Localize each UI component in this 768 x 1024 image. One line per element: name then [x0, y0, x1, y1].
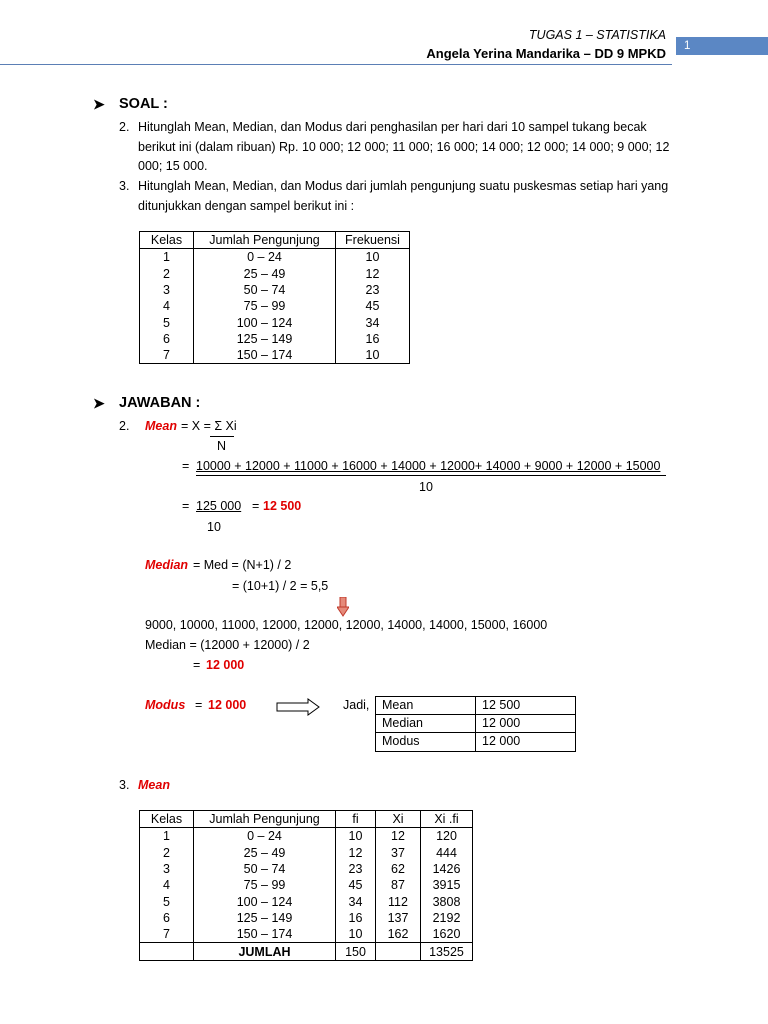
- table-cell: 7: [140, 347, 194, 364]
- table-header-cell: fi: [336, 811, 376, 828]
- document-title: TUGAS 1 – STATISTIKA: [528, 28, 666, 42]
- table-header-row: [140, 232, 410, 249]
- table-cell: 2: [140, 845, 194, 861]
- table-row: [140, 314, 410, 330]
- table-row: [140, 893, 473, 909]
- table-cell: 125 – 149: [194, 331, 336, 347]
- table-cell: 12 000: [476, 715, 576, 733]
- mean-formula-denominator: N: [217, 439, 227, 453]
- table-cell: 6: [140, 910, 194, 926]
- table-cell: 7: [140, 926, 194, 943]
- jawaban-heading: JAWABAN :: [119, 395, 201, 411]
- fraction-bar: [210, 436, 234, 437]
- soal-frequency-table: [139, 231, 410, 364]
- table-header-row: [140, 811, 473, 828]
- table-row: [140, 877, 473, 893]
- table-cell: 10: [336, 828, 376, 845]
- fraction-bar: [196, 475, 666, 476]
- table-cell: 3: [140, 861, 194, 877]
- table-cell: 50 – 74: [194, 282, 336, 298]
- table-row: [140, 347, 410, 364]
- q3-number: 3.: [119, 179, 130, 193]
- jadi-label: Jadi,: [343, 698, 370, 712]
- table-cell: 1: [140, 828, 194, 845]
- median-calc: Median = (12000 + 12000) / 2: [145, 638, 310, 652]
- a2-number: 2.: [119, 419, 130, 433]
- table-total-row: [140, 943, 473, 960]
- modus-label: Modus: [145, 698, 186, 712]
- table-cell: 3: [140, 282, 194, 298]
- table-row: [376, 697, 576, 715]
- table-cell: 12: [336, 845, 376, 861]
- modus-result: 12 000: [208, 698, 247, 712]
- table-cell: 125 – 149: [194, 910, 336, 926]
- table-cell: 12: [376, 828, 421, 845]
- table-row: [140, 249, 410, 266]
- table-header-cell: Jumlah Pengunjung: [194, 811, 336, 828]
- page-number: 1: [676, 37, 768, 55]
- table-cell: 10: [336, 249, 410, 266]
- table-header-cell: Jumlah Pengunjung: [194, 232, 336, 249]
- table-cell: 2192: [421, 910, 473, 926]
- bullet-arrow-icon: ➤: [93, 96, 105, 112]
- table-cell: 6: [140, 331, 194, 347]
- a3-number: 3.: [119, 778, 130, 792]
- median-label: Median: [145, 558, 189, 572]
- table-cell: 100 – 124: [194, 893, 336, 909]
- mean-sum: 10000 + 12000 + 11000 + 16000 + 14000 + 12000+ 14000 + 9000 + 12000 + 15000: [196, 459, 661, 473]
- down-arrow-icon: [337, 597, 349, 617]
- author-line: Angela Yerina Mandarika – DD 9 MPKD: [426, 46, 666, 61]
- table-cell: 75 – 99: [194, 877, 336, 893]
- table-cell: 10: [336, 347, 410, 364]
- table-cell: 12 000: [476, 733, 576, 751]
- equals-sign: =: [193, 658, 201, 672]
- table-header-cell: Kelas: [140, 811, 194, 828]
- table-cell: 50 – 74: [194, 861, 336, 877]
- table-row: [376, 733, 576, 751]
- mean-result-numerator: 125 000: [196, 499, 242, 513]
- table-cell: 444: [421, 845, 473, 861]
- median-step: = (10+1) / 2 = 5,5: [232, 579, 329, 593]
- equals-sign: =: [252, 499, 260, 513]
- table-cell: 4: [140, 298, 194, 314]
- q2-number: 2.: [119, 120, 130, 134]
- table-cell: 0 – 24: [194, 249, 336, 266]
- right-arrow-icon: [276, 698, 320, 716]
- sorted-values: 9000, 10000, 11000, 12000, 12000, 12000, 14000, 14000, 15000, 16000: [145, 618, 548, 632]
- table-cell: 0 – 24: [194, 828, 336, 845]
- table-row: [140, 828, 473, 845]
- equals-sign: =: [195, 698, 203, 712]
- table-header-cell: Frekuensi: [336, 232, 410, 249]
- table-row: [376, 715, 576, 733]
- table-row: [140, 845, 473, 861]
- table-cell: 45: [336, 298, 410, 314]
- table-cell: Mean: [376, 697, 476, 715]
- table-cell: 150 – 174: [194, 347, 336, 364]
- table-row: [140, 910, 473, 926]
- table-cell: 162: [376, 926, 421, 943]
- q3-text: Hitunglah Mean, Median, dan Modus dari jumlah pengunjung suatu puskesmas setiap hari yang ditunjukkan dengan sampel berikut ini :: [138, 179, 669, 213]
- mean-result: 12 500: [263, 499, 302, 513]
- table-cell: 16: [336, 331, 410, 347]
- a3-mean-label: Mean: [138, 778, 170, 792]
- table-total-cell: JUMLAH: [194, 943, 336, 960]
- table-cell: 16: [336, 910, 376, 926]
- table-header-cell: Kelas: [140, 232, 194, 249]
- table-cell: 137: [376, 910, 421, 926]
- q2-text: Hitunglah Mean, Median, dan Modus dari penghasilan per hari dari 10 sampel tukang becak berikut ini (dalam ribuan) Rp. 10 000; 12 000; 11 000; 16 000; 14 000; 12 000; 14 000; 9 000; 12 000; 15 000.: [138, 120, 670, 173]
- table-cell: 25 – 49: [194, 266, 336, 282]
- table-cell: 25 – 49: [194, 845, 336, 861]
- mean-result-denominator: 10: [207, 520, 221, 534]
- table-cell: 120: [421, 828, 473, 845]
- table-cell: 12 500: [476, 697, 576, 715]
- table-cell: 34: [336, 314, 410, 330]
- table-cell: 10: [336, 926, 376, 943]
- table-cell: 3808: [421, 893, 473, 909]
- table-row: [140, 266, 410, 282]
- mean-label: Mean: [145, 419, 177, 433]
- table-total-cell: 150: [336, 943, 376, 960]
- table-cell: 5: [140, 893, 194, 909]
- table-total-cell: 13525: [421, 943, 473, 960]
- table-row: [140, 926, 473, 943]
- table-cell: 62: [376, 861, 421, 877]
- header-rule: [0, 64, 672, 65]
- equals-sign: =: [182, 499, 190, 513]
- table-row: [140, 298, 410, 314]
- table-row: [140, 331, 410, 347]
- table-total-cell: [376, 943, 421, 960]
- summary-table: [375, 696, 576, 752]
- table-cell: 12: [336, 266, 410, 282]
- table-cell: 5: [140, 314, 194, 330]
- table-cell: 34: [336, 893, 376, 909]
- table-cell: 87: [376, 877, 421, 893]
- table-row: [140, 282, 410, 298]
- mean-calculation-table: [139, 810, 473, 961]
- table-cell: 1426: [421, 861, 473, 877]
- table-row: [140, 861, 473, 877]
- table-cell: 1: [140, 249, 194, 266]
- table-header-cell: Xi .fi: [421, 811, 473, 828]
- table-cell: 23: [336, 282, 410, 298]
- mean-sum-denominator: 10: [419, 480, 433, 494]
- table-cell: Median: [376, 715, 476, 733]
- table-cell: 37: [376, 845, 421, 861]
- table-total-cell: [140, 943, 194, 960]
- table-cell: 45: [336, 877, 376, 893]
- table-cell: 112: [376, 893, 421, 909]
- mean-formula: = X = Σ Xi: [181, 419, 237, 433]
- bullet-arrow-icon: ➤: [93, 395, 105, 411]
- table-cell: 1620: [421, 926, 473, 943]
- table-cell: 75 – 99: [194, 298, 336, 314]
- table-cell: 100 – 124: [194, 314, 336, 330]
- table-cell: 23: [336, 861, 376, 877]
- table-header-cell: Xi: [376, 811, 421, 828]
- equals-sign: =: [182, 459, 190, 473]
- median-result: 12 000: [206, 658, 245, 672]
- median-formula: = Med = (N+1) / 2: [193, 558, 292, 572]
- table-cell: 3915: [421, 877, 473, 893]
- table-cell: 2: [140, 266, 194, 282]
- table-cell: 150 – 174: [194, 926, 336, 943]
- table-cell: 4: [140, 877, 194, 893]
- table-cell: Modus: [376, 733, 476, 751]
- soal-heading: SOAL :: [119, 96, 168, 112]
